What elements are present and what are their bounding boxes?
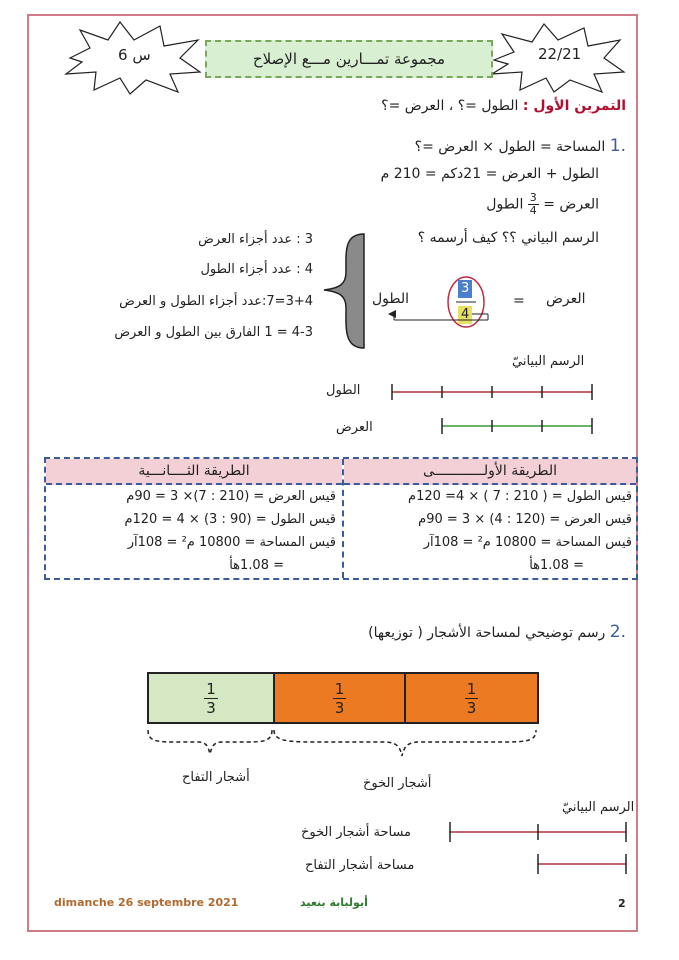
first-method-line-4: = 1.08هأ (529, 558, 584, 573)
first-method-line-1: قيس الطول = ( 210 : 7 ) × 4= 120م (408, 489, 632, 504)
ratio-numerator: 3 (529, 191, 537, 204)
graph-title: الرسم البيانيّ (512, 354, 585, 369)
first-method-line-2: قيس العرض = (120 : 4) × 3 = 90م (418, 512, 632, 527)
graph-bars (380, 380, 602, 436)
second-method-line-2: قيس الطول = (90 : 3) × 4 = 120م (124, 512, 336, 527)
apple-trees-label: أشجار التفاح (182, 770, 250, 785)
peach-trees-label: أشجار الخوخ (363, 776, 432, 791)
exercise-title-label: التمرين الأول : (522, 98, 626, 114)
ratio-fraction (528, 192, 539, 217)
peach-1-fraction-den: 3 (334, 698, 345, 717)
q1-sum-line: الطول + العرض = 21دكم = 210 م (380, 166, 599, 182)
bar-braces (144, 726, 542, 766)
second-method-line-4: = 1.08هأ (229, 558, 284, 573)
banner-title: مجموعة تمـــارين مـــع الإصلاح (205, 40, 493, 78)
graph-width-label: العرض (336, 420, 373, 435)
peach-area-label: مساحة أشجار الخوخ (301, 825, 411, 840)
q1-area-formula: المساحة = الطول × العرض =؟ (414, 139, 606, 155)
curly-brace (316, 232, 370, 350)
apple-area-label: مساحة أشجار التفاح (305, 858, 415, 873)
apple-fraction-den: 3 (206, 698, 216, 717)
second-method-header: الطريقة الثــــانـــية (46, 459, 342, 485)
page-number: 2 (618, 897, 626, 910)
q1-graph-question: الرسم البياني ؟؟ كيف أرسمه ؟ (417, 230, 599, 246)
peach-2-fraction-num: 1 (466, 679, 477, 698)
q1-line-area (415, 136, 626, 156)
diagram-equals: = (513, 293, 525, 309)
methods-table (44, 457, 638, 580)
trees-bar (147, 672, 539, 724)
diagram-width-label: العرض (546, 291, 586, 307)
peach-segment-1 (275, 674, 406, 722)
exercise-range: 22/21 (538, 45, 582, 63)
diagram-length-label: الطول (372, 291, 410, 307)
exercise-number: س 6 (118, 46, 151, 64)
second-method-line-3: قيس المساحة = 10800 م² = 108آر (127, 535, 336, 550)
exercise-title-question: الطول =؟ ، العرض =؟ (381, 98, 523, 114)
first-method-line-3: قيس المساحة = 10800 م² = 108آر (423, 535, 632, 550)
q2-line (368, 622, 626, 642)
peach-1-fraction-num: 1 (334, 679, 345, 698)
ratio-suffix: الطول (486, 196, 528, 213)
brace-item-1: 3 : عدد أجزاء العرض (198, 232, 313, 247)
apple-fraction-num: 1 (206, 679, 216, 698)
diagram-fraction-den: 4 (461, 307, 470, 322)
diagram-fraction-num: 3 (461, 281, 470, 296)
footer-date: dimanche 26 septembre 2021 (54, 896, 239, 909)
q1-number: .1 (609, 136, 626, 156)
brace-item-2: 4 : عدد أجزاء الطول (200, 262, 313, 277)
q2-text: رسم توضيحي لمساحة الأشجار ( توزيعها) (368, 625, 606, 641)
brace-item-4: 4-3 = 1 الفارق بين الطول و العرض (114, 325, 313, 340)
q1-ratio-line (486, 192, 599, 217)
ratio-prefix: العرض = (538, 196, 599, 213)
second-method-line-1: قيس العرض = (210 : 7)× 3 = 90م (126, 489, 336, 504)
peach-segment-2 (406, 674, 537, 722)
trees-graph-title: الرسم البيانيّ (562, 800, 635, 815)
first-method-header: الطريقة الأولــــــــــــى (344, 459, 636, 485)
ratio-denominator: 4 (529, 204, 537, 217)
footer-author: أبولبابة بنعيد (300, 896, 368, 909)
q2-number: .2 (609, 622, 626, 642)
apple-segment (149, 674, 275, 722)
trees-graph-bars (444, 820, 634, 876)
graph-length-label: الطول (326, 383, 361, 398)
brace-item-3: 3+4=7:عدد أجزاء الطول و العرض (119, 294, 313, 309)
exercise-title (381, 98, 626, 114)
peach-2-fraction-den: 3 (466, 698, 477, 717)
